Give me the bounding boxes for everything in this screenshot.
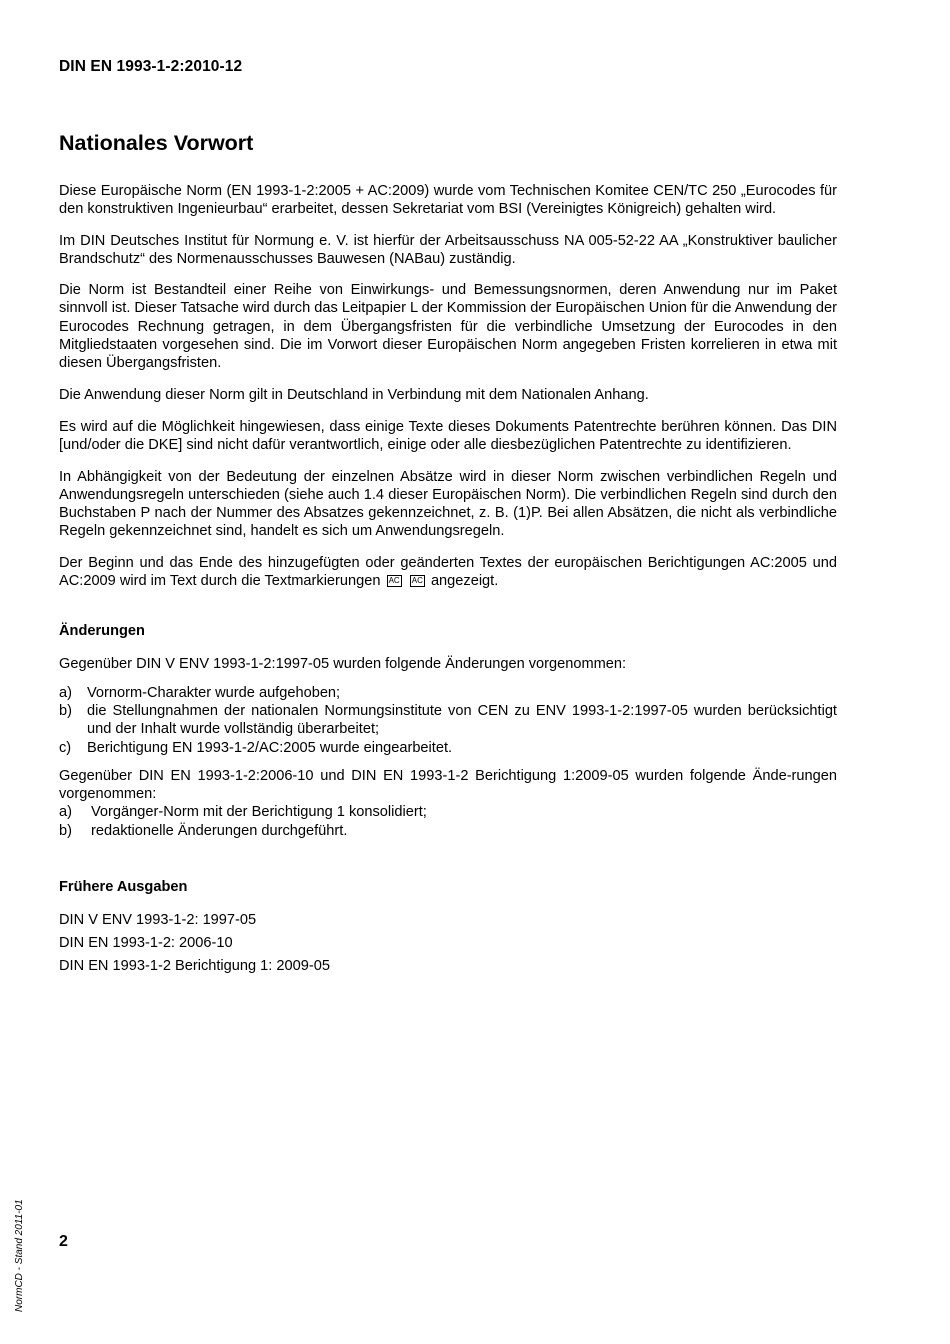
- document-id: DIN EN 1993-1-2:2010-12: [59, 58, 243, 75]
- previous-editions-list: [59, 909, 837, 978]
- previous-editions-heading: Frühere Ausgaben: [59, 879, 188, 896]
- previous-edition-item: DIN V ENV 1993-1-2: 1997-05: [59, 912, 257, 929]
- paragraph-2: Im DIN Deutsches Institut für Normung e. V. ist hierfür der Arbeitsausschuss NA 005-52-22 AA „Konstruktiver baulicher Brandschutz“ des Normenausschusses Bauwesen (NABau) zuständig.: [59, 232, 837, 267]
- list-item: [59, 702, 837, 739]
- paragraph-1: Diese Europäische Norm (EN 1993-1-2:2005 + AC:2009) wurde vom Technischen Komitee CEN/TC 250 „Eurocodes für den konstruktiven Ingenieurbau“ erarbeitet, dessen Sekretariat vom BSI (Vereinigtes Königreich) gehalten wird.: [59, 183, 837, 218]
- list-item-text: Vornorm-Charakter wurde aufgehoben;: [87, 684, 341, 701]
- previous-edition-item: DIN EN 1993-1-2 Berichtigung 1: 2009-05: [59, 958, 330, 975]
- page-number: 2: [59, 1233, 68, 1250]
- paragraph-5: Es wird auf die Möglichkeit hingewiesen, dass einige Texte dieses Dokuments Patentrechte berühren können. Das DIN [und/oder die DKE] sind nicht dafür verantwortlich, einige oder alle diesbezüglichen Patentrechte zu identifizieren.: [59, 418, 837, 454]
- paragraph-4: Die Anwendung dieser Norm gilt in Deutschland in Verbindung mit dem Nationalen Anhang.: [59, 386, 649, 403]
- list-item-text: Vorgänger-Norm mit der Berichtigung 1 konsolidiert;: [91, 804, 427, 821]
- changes-intro-2: Gegenüber DIN EN 1993-1-2:2006-10 und DIN EN 1993-1-2 Berichtigung 1:2009-05 wurden folgende Ände-rungen vorgenommen:: [59, 767, 837, 803]
- changes-intro-1: Gegenüber DIN V ENV 1993-1-2:1997-05 wurden folgende Änderungen vorgenommen:: [59, 656, 627, 673]
- list-item-label: b): [59, 822, 72, 839]
- list-item: [59, 739, 837, 757]
- list-item-text: redaktionelle Änderungen durchgeführt.: [91, 822, 348, 839]
- list-item-text: die Stellungnahmen der nationalen Normungsinstitute von CEN zu ENV 1993-1-2:1997-05 wurden berücksichtigt und der Inhalt wurde vollständig überarbeitet;: [87, 702, 837, 738]
- list-item-label: c): [59, 739, 72, 756]
- list-item: [59, 684, 837, 702]
- ac-end-marker-icon: AC: [411, 576, 423, 586]
- previous-edition-item: DIN EN 1993-1-2: 2006-10: [59, 935, 233, 952]
- changes-heading: Änderungen: [59, 623, 145, 640]
- page-content: [59, 130, 837, 978]
- list-item-label: a): [59, 804, 72, 821]
- paragraph-7-end: angezeigt.: [430, 573, 499, 590]
- list-item: [59, 803, 837, 821]
- list-item: [59, 822, 837, 840]
- page-title: Nationales Vorwort: [59, 131, 254, 155]
- sidebar-stamp: NormCD - Stand 2011-01: [14, 1199, 25, 1312]
- list-item-text: Berichtigung EN 1993-1-2/AC:2005 wurde eingearbeitet.: [87, 739, 453, 756]
- paragraph-7: [59, 554, 837, 591]
- paragraph-7-start: Der Beginn und das Ende des hinzugefügten oder geänderten Textes der europäischen Berichtigungen AC:2005 und AC:2009 wird im Text durch die Textmarkierungen: [59, 554, 837, 590]
- paragraph-3: Die Norm ist Bestandteil einer Reihe von Einwirkungs- und Bemessungsnormen, deren Anwendung nur im Paket sinnvoll ist. Dieser Tatsache wird durch das Leitpapier L der Kommission der Europäischen Union für die Anwendung der Eurocodes Rechnung getragen, in dem Übergangsfristen für die verbindliche Umsetzung der Eurocodes in den Mitgliedstaaten vorgesehen sind. Die im Vorwort dieser Europäischen Norm angegeben Fristen korrelieren in etwa mit diesen Übergangsfristen.: [59, 282, 837, 372]
- paragraph-6: In Abhängigkeit von der Bedeutung der einzelnen Absätze wird in dieser Norm zwischen verbindlichen Regeln und Anwendungsregeln unterschieden (siehe auch 1.4 dieser Europäischen Norm). Die verbindlichen Regeln sind durch den Buchstaben P nach der Nummer des Absatzes gekennzeichnet, z. B. (1)P. Bei allen Absätzen, die nicht als verbindliche Regeln gekennzeichnet sind, handelt es sich um Anwendungsregeln.: [59, 468, 837, 540]
- list-item-label: a): [59, 684, 72, 701]
- list-item-label: b): [59, 702, 72, 719]
- ac-start-marker-icon: AC: [388, 576, 400, 586]
